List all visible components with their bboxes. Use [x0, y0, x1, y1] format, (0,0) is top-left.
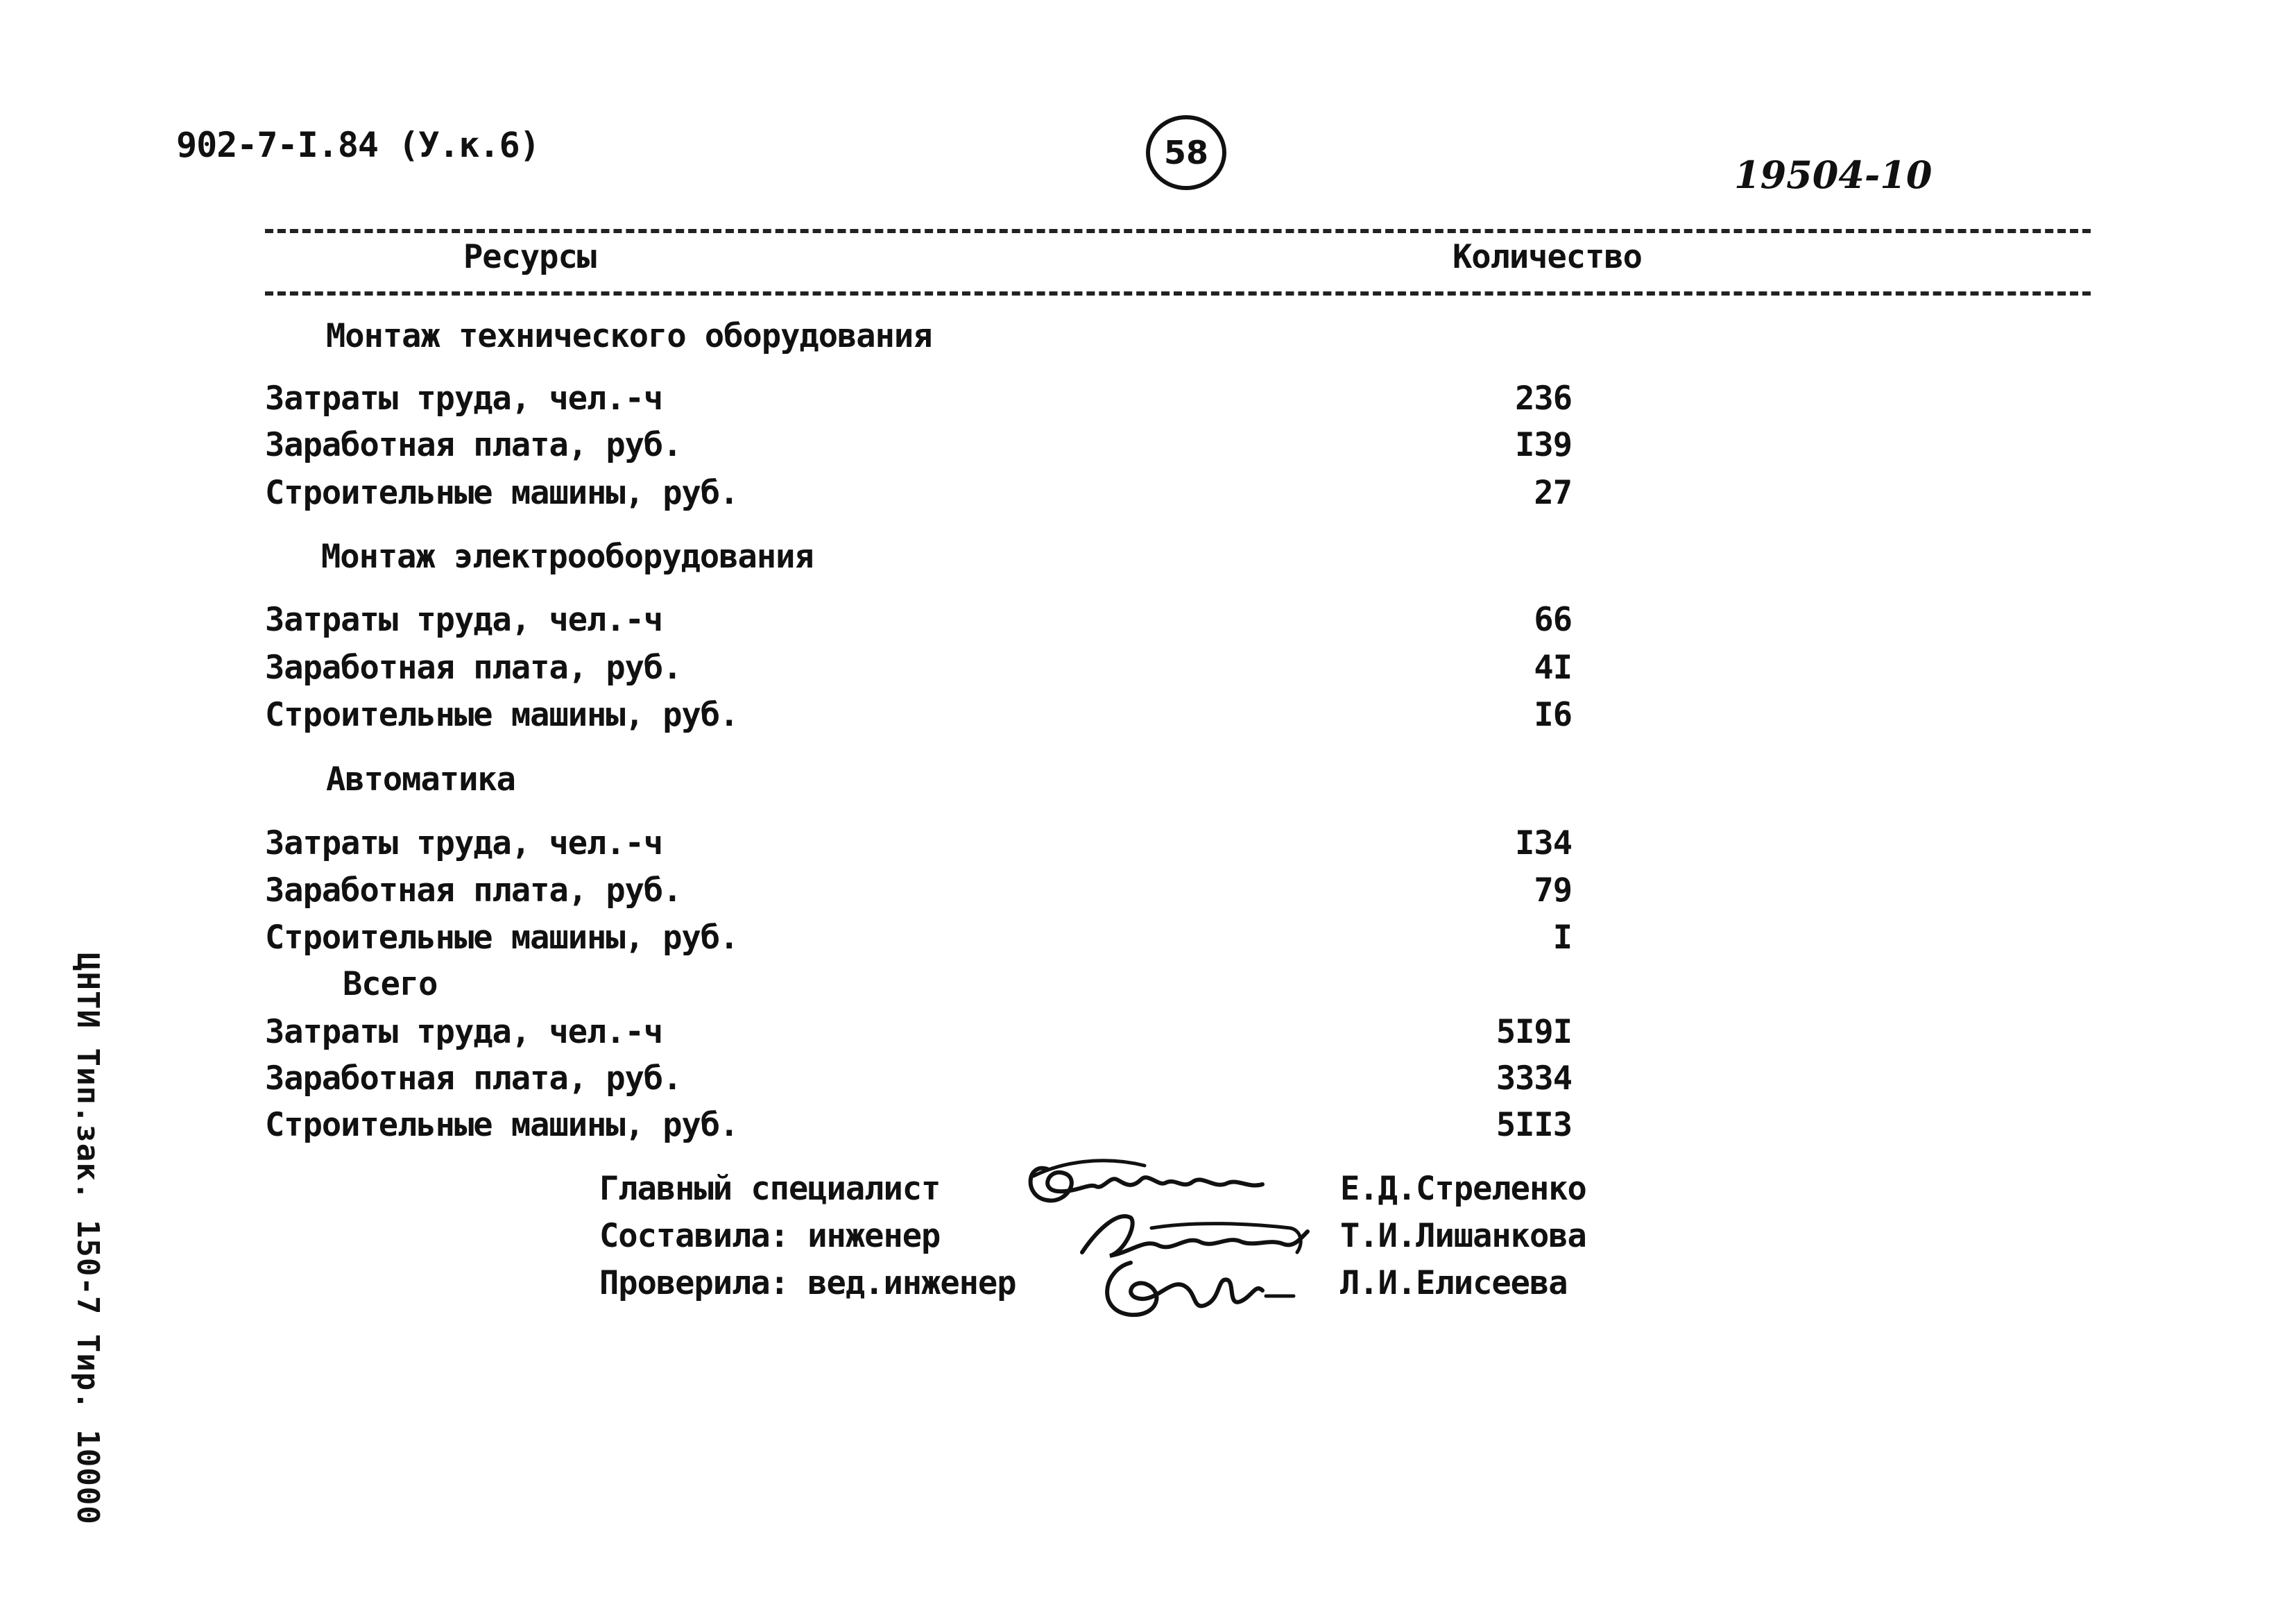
row-label: Затраты труда, чел.-ч: [265, 1013, 663, 1051]
row-value: 236: [1515, 380, 1572, 418]
row-value: I39: [1515, 426, 1572, 464]
section-title-total: Всего: [343, 965, 438, 1003]
signature-name: Т.И.Лишанкова: [1340, 1217, 1586, 1255]
row-value: I34: [1515, 824, 1572, 862]
row-value: 4I: [1534, 649, 1572, 687]
row-label: Заработная плата, руб.: [265, 1059, 682, 1098]
row-value: 5I9I: [1496, 1013, 1572, 1051]
signature-role: Проверила: вед.инженер: [599, 1264, 1016, 1302]
page-number-text: 58: [1163, 134, 1208, 171]
row-value: 27: [1534, 474, 1572, 512]
column-header-quantity: Количество: [1453, 238, 1642, 276]
row-label: Затраты труда, чел.-ч: [265, 380, 663, 418]
signature-name: Е.Д.Стреленко: [1340, 1170, 1586, 1208]
signature-role: Составила: инженер: [599, 1217, 941, 1255]
printer-imprint: ЦНТИ Тип.зак. 150-7 Тир. 10000: [70, 953, 105, 1525]
row-label: Заработная плата, руб.: [265, 426, 682, 464]
section-title: Монтаж технического оборудования: [326, 317, 932, 355]
page-number: [1146, 115, 1226, 190]
table-header-rule: [265, 291, 2091, 296]
row-value: 3334: [1496, 1059, 1572, 1098]
document-code: 902-7-I.84 (У.к.6): [176, 125, 540, 165]
signature-role: Главный специалист: [599, 1170, 941, 1208]
row-value: 79: [1534, 871, 1572, 910]
section-title: Монтаж электрооборудования: [321, 538, 814, 576]
row-label: Строительные машины, руб.: [265, 474, 739, 512]
row-label: Затраты труда, чел.-ч: [265, 601, 663, 639]
table-top-rule: [265, 229, 2091, 233]
signature-name: Л.И.Елисеева: [1340, 1264, 1568, 1302]
row-value: 5II3: [1496, 1106, 1572, 1144]
column-header-resources: Ресурсы: [463, 238, 597, 276]
row-value: 66: [1534, 601, 1572, 639]
row-label: Заработная плата, руб.: [265, 871, 682, 910]
row-value: I6: [1534, 696, 1572, 734]
row-label: Затраты труда, чел.-ч: [265, 824, 663, 862]
row-label: Строительные машины, руб.: [265, 919, 739, 957]
row-value: I: [1552, 919, 1572, 957]
handwritten-signature-3: [1089, 1249, 1297, 1325]
row-label: Заработная плата, руб.: [265, 649, 682, 687]
section-title: Автоматика: [326, 760, 515, 799]
row-label: Строительные машины, руб.: [265, 1106, 739, 1144]
row-label: Строительные машины, руб.: [265, 696, 739, 734]
inventory-number: 19504-10: [1734, 153, 1933, 197]
